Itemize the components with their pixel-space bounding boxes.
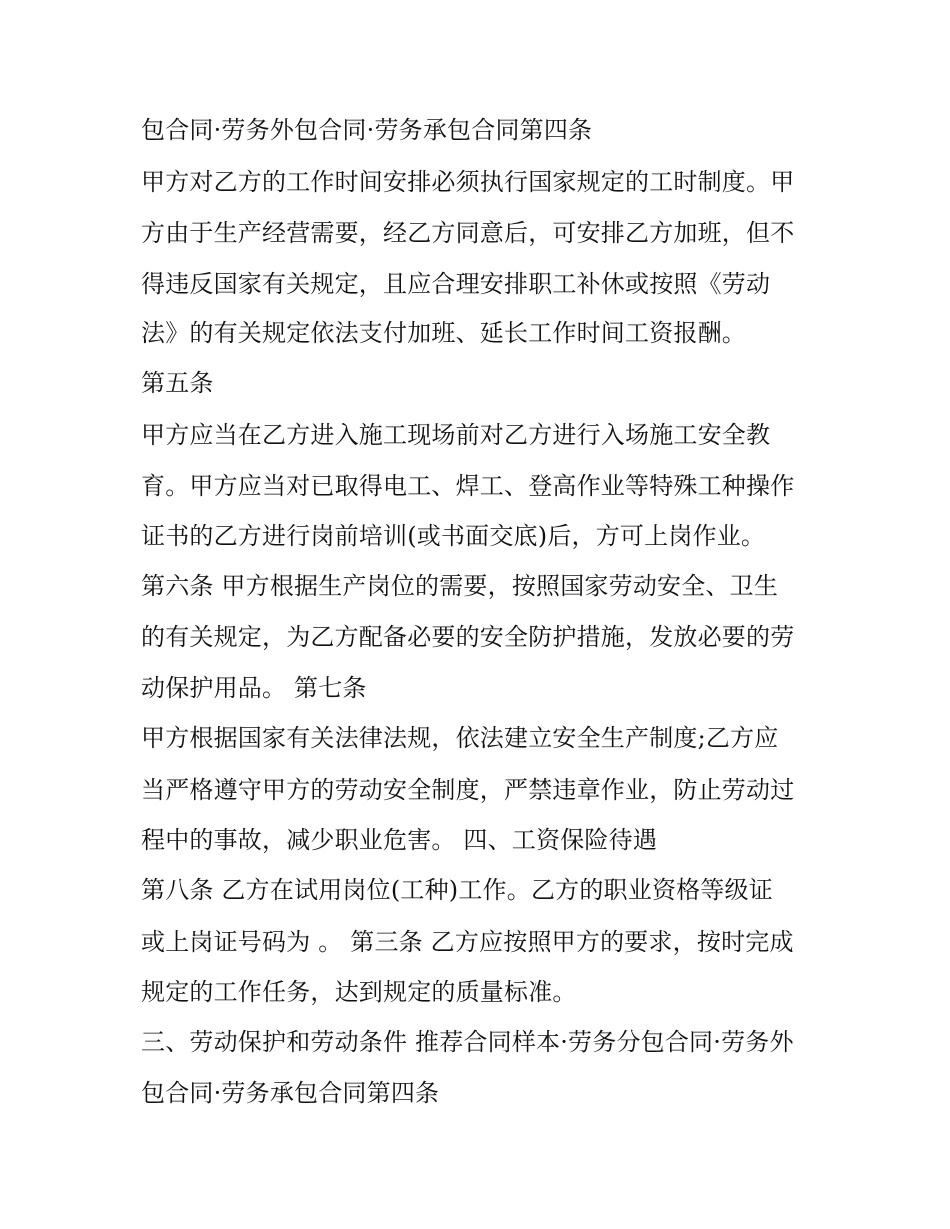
text-line-12: 动保护用品。 第七条: [141, 674, 367, 702]
text-line-9: 证书的乙方进行岗前培训(或书面交底)后，方可上岗作业。: [141, 522, 766, 550]
text-line-4: 得违反国家有关规定，且应合理安排职工补休或按照《劳动: [141, 270, 771, 298]
text-line-14: 当严格遵守甲方的劳动安全制度，严禁违章作业，防止劳动过: [141, 776, 795, 804]
text-line-11: 的有关规定，为乙方配备必要的安全防护措施，发放必要的劳: [141, 623, 795, 651]
text-line-15: 程中的事故，减少职业危害。 四、工资保险待遇: [141, 826, 658, 854]
text-line-16: 第八条 乙方在试用岗位(工种)工作。乙方的职业资格等级证: [141, 876, 773, 904]
text-line-2: 甲方对乙方的工作时间安排必须执行国家规定的工时制度。甲: [141, 168, 795, 196]
text-line-10: 第六条 甲方根据生产岗位的需要，按照国家劳动安全、卫生: [141, 572, 779, 600]
text-line-13: 甲方根据国家有关法律法规，依法建立安全生产制度;乙方应: [141, 724, 779, 752]
text-line-7: 甲方应当在乙方进入施工现场前对乙方进行入场施工安全教: [141, 421, 771, 449]
text-line-20: 包合同·劳务承包合同第四条: [141, 1079, 440, 1107]
text-line-1: 包合同·劳务外包合同·劳务承包合同第四条: [141, 116, 593, 144]
text-line-17: 或上岗证号码为 。 第三条 乙方应按照甲方的要求，按时完成: [141, 928, 794, 956]
text-line-18: 规定的工作任务，达到规定的质量标准。: [141, 978, 577, 1006]
text-line-5: 法》的有关规定依法支付加班、延长工作时间工资报酬。: [141, 319, 746, 347]
text-line-6: 第五条: [141, 369, 214, 397]
text-line-8: 育。甲方应当对已取得电工、焊工、登高作业等特殊工种操作: [141, 472, 795, 500]
text-line-19: 三、劳动保护和劳动条件 推荐合同样本·劳务分包合同·劳务外: [141, 1028, 794, 1056]
text-line-3: 方由于生产经营需要，经乙方同意后，可安排乙方加班，但不: [141, 219, 795, 247]
